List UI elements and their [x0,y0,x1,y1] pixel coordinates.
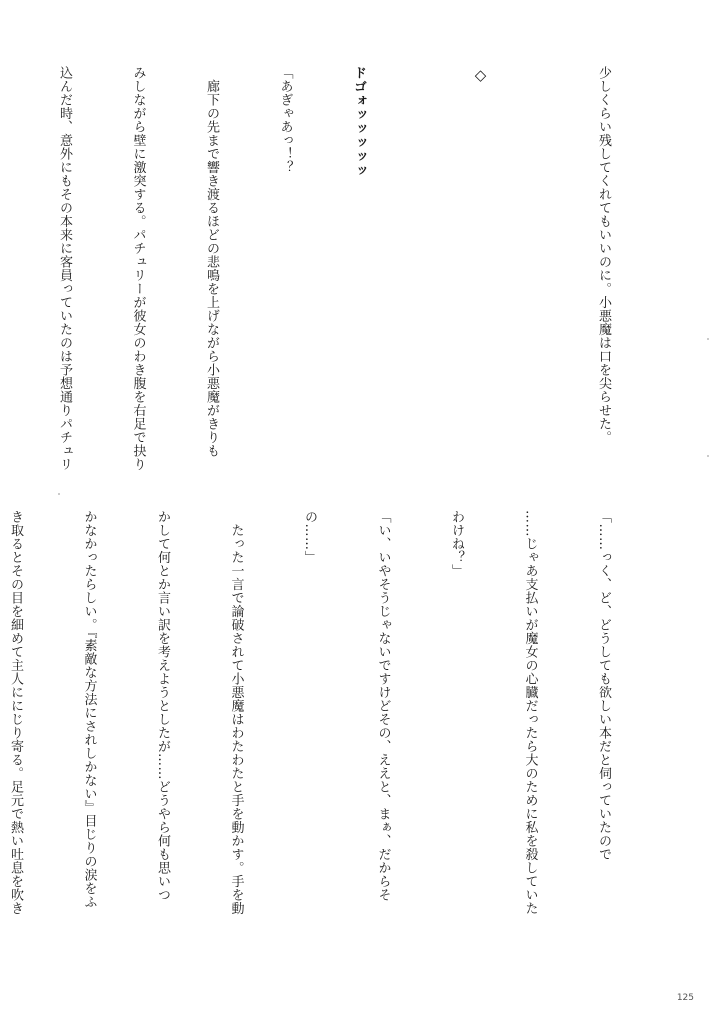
page-number: 125 [676,993,694,1003]
text-line: 込んだ時、意外にもその本来に客員っていたのは予想通りパチュリ [57,66,72,471]
text-line: みしながら壁に激突する。パチュリーが彼女のわき腹を右足で抉り [130,66,146,471]
scan-speck [58,493,60,495]
text-line: き取るとその目を細めて主人ににじり寄る。足元で熱い吐息を吹き [8,510,23,915]
bottom-text-column [8,510,664,970]
scan-speck [707,338,709,340]
top-text-column [54,66,664,516]
text-line: 「あぎゃあっ！？ [277,66,293,174]
text-line: かなかったらしい。『素敵な方法にされしかない』目じりの涙をふ [81,510,97,909]
text-line: 廊下の先まで響き渡るほどの悲鳴を上げながら小悪魔がきりも [204,66,219,458]
text-line: たった一言で論破されて小悪魔はわたわたと手を動かす。手を動 [228,510,244,915]
text-line: の……」 [302,510,317,564]
sound-effect: ドゴォッッッッッ [351,66,366,178]
text-line [0,66,3,516]
text-line: わけね？」 [449,510,464,578]
scan-speck [707,455,709,457]
text-line: 「い、いやそうじゃないですけどその、ええと、まぁ、だからそ [375,510,391,902]
text-line: 少しくらい残してくれてもいいのに。小悪魔は口を尖らせた。 [596,66,611,444]
scene-break-diamond: ◇ [471,66,490,85]
text-line: 「……っく、ど、どうしても欲しい本だと伺っていたので [596,510,611,861]
text-line: かして何とか言い訳を考えようとしたが……どうやら何も思いつ [155,510,170,902]
text-line: ……じゃあ支払いが魔女の心臓だったら大のために私を殺していた [522,510,538,915]
